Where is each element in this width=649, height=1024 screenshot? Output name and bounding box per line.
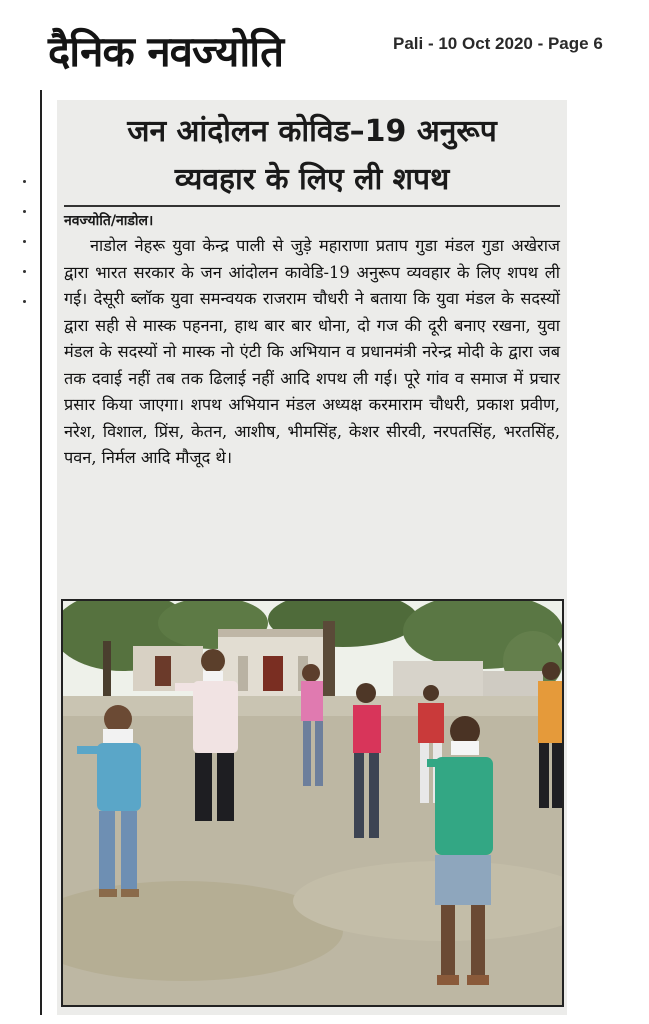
newspaper-masthead: दैनिक नवज्योति bbox=[48, 27, 284, 76]
edition-line: Pali - 10 Oct 2020 - Page 6 bbox=[393, 34, 603, 53]
headline-line-1: जन आंदोलन कोविड–19 अनुरूप bbox=[127, 114, 497, 149]
article-photo bbox=[61, 599, 564, 1007]
article-body: नाडोल नेहरू युवा केन्द्र पाली से जुड़े महाराणा प्रताप गुडा मंडल गुडा अखेराज द्वारा भारत सरकार के जन आंदोलन कावेडि-19 अनुरूप व्यवहार के लिए शपथ ली गई। देसूरी ब्लॉक युवा समन्वयक राजराम चौधरी ने बताया कि युवा मंडल के सदस्यों द्वारा सही से मास्क पहनना, हाथ बार बार धोना, दो गज की दूरी बनाए रखना, युवा मंडल के सदस्यों नो मास्क नो एंटी कि अभियान व प्रधानमंत्री नरेन्द्र मोदी के द्वारा जब तक दवाई नहीं तब तक ढिलाई नहीं आदि शपथ ली गई। पूरे गांव व समाज में प्रचार प्रसार किया जाएगा। शपथ अभियान मंडल अध्यक्ष करमाराम चौधरी, प्रकाश प्रवीण, नरेश, विशाल, प्रिंस, केतन, आशीष, भीमसिंह, केशर सीरवी, नरपतसिंह, भरतसिंह, पवन, निर्मल आदि मौजूद थे। bbox=[64, 236, 560, 467]
margin-dots bbox=[23, 180, 27, 330]
article-headline bbox=[66, 108, 558, 204]
photo-scene bbox=[63, 601, 562, 1005]
page-margin-rule bbox=[40, 90, 42, 1015]
headline-line-2: व्यवहार के लिए ली शपथ bbox=[174, 162, 450, 197]
article-byline: नवज्योति/नाडोल। bbox=[64, 213, 154, 229]
headline-rule bbox=[64, 205, 560, 207]
